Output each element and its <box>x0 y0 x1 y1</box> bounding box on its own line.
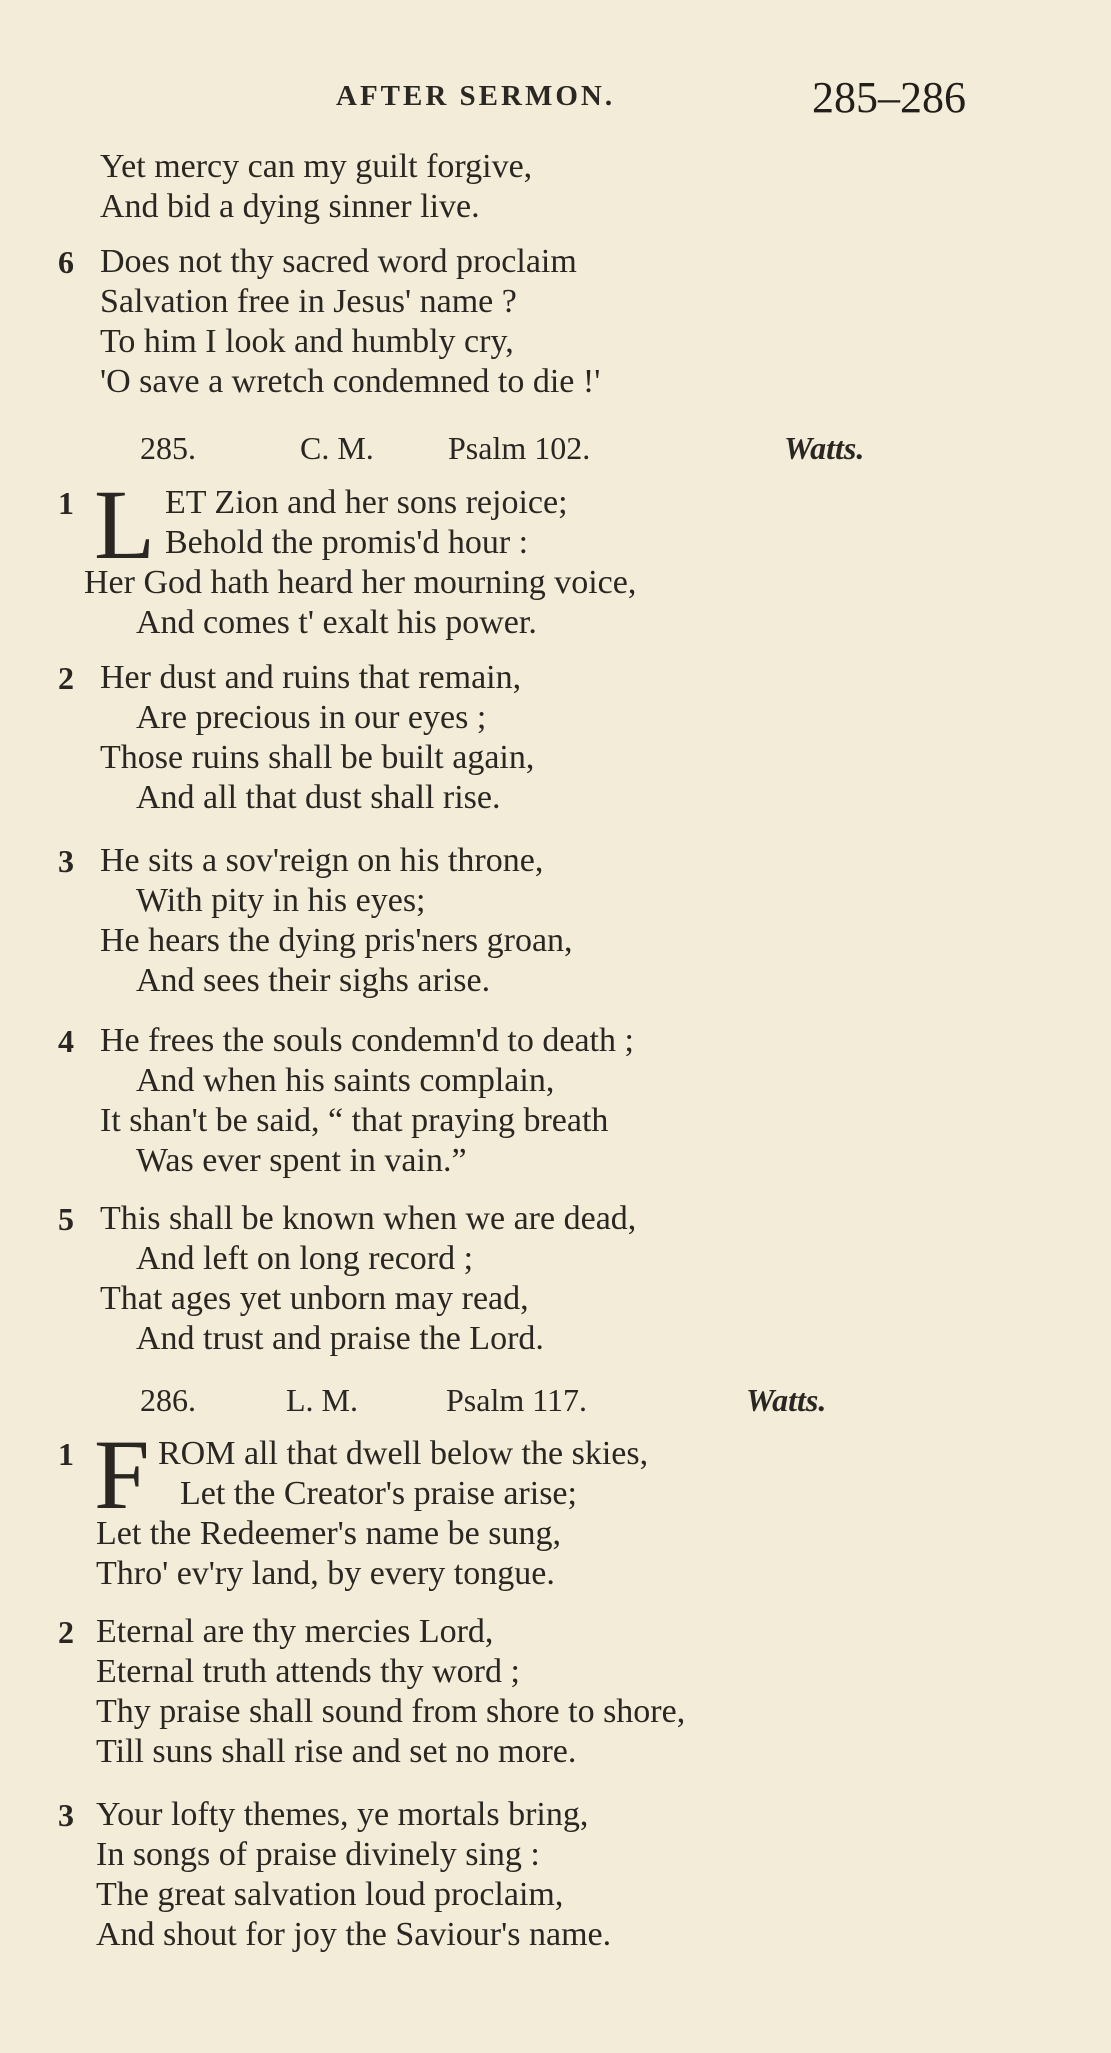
verse-line: Thy praise shall sound from shore to shore, <box>96 1693 686 1730</box>
verse-line: He sits a sov'reign on his throne, <box>100 842 544 879</box>
verse-line: Her dust and ruins that remain, <box>100 659 522 696</box>
verse-line: Salvation free in Jesus' name ? <box>100 283 517 320</box>
verse-line: He frees the souls condemn'd to death ; <box>100 1022 634 1059</box>
verse-line: The great salvation loud proclaim, <box>96 1876 564 1913</box>
stanza-number: 6 <box>58 244 74 280</box>
verse-line: Till suns shall rise and set no more. <box>96 1733 577 1770</box>
stanza-number: 2 <box>58 1614 74 1650</box>
stanza-number: 5 <box>58 1201 74 1237</box>
hymn-source: Psalm 102. <box>448 430 591 466</box>
verse-line: 'O save a wretch condemned to die !' <box>100 363 601 400</box>
page-range: 285–286 <box>812 73 966 122</box>
verse-line: And bid a dying sinner live. <box>100 188 480 225</box>
hymn-number: 285. <box>140 430 196 466</box>
verse-line: Let the Creator's praise arise; <box>180 1475 577 1512</box>
verse-line: To him I look and humbly cry, <box>100 323 514 360</box>
verse-line: Does not thy sacred word proclaim <box>100 243 577 280</box>
hymn-source: Psalm 117. <box>446 1382 588 1418</box>
hymn-meter: L. M. <box>286 1382 358 1418</box>
verse-line: Behold the promis'd hour : <box>165 524 529 561</box>
verse-line: In songs of praise divinely sing : <box>96 1836 540 1873</box>
verse-line: And all that dust shall rise. <box>136 779 501 816</box>
verse-line: Was ever spent in vain.” <box>136 1142 467 1179</box>
stanza-number: 4 <box>58 1023 74 1059</box>
hymn-author: Watts. <box>746 1382 827 1418</box>
drop-cap: L <box>94 469 156 580</box>
verse-line: And trust and praise the Lord. <box>136 1320 544 1357</box>
verse-line: Let the Redeemer's name be sung, <box>96 1515 561 1552</box>
verse-line: Thro' ev'ry land, by every tongue. <box>96 1555 555 1592</box>
verse-line: ROM all that dwell below the skies, <box>158 1435 649 1472</box>
stanza-number: 3 <box>58 843 74 879</box>
stanza-number: 2 <box>58 660 74 696</box>
stanza-number: 3 <box>58 1797 74 1833</box>
stanza-number: 1 <box>58 485 74 521</box>
verse-line: It shan't be said, “ that praying breath <box>100 1102 609 1139</box>
verse-line: Are precious in our eyes ; <box>136 699 487 736</box>
page-header <box>0 72 1111 122</box>
verse-line: And comes t' exalt his power. <box>136 604 537 641</box>
drop-cap: F <box>94 1419 150 1530</box>
verse-line: Those ruins shall be built again, <box>100 739 535 776</box>
verse-line: With pity in his eyes; <box>136 882 426 919</box>
verse-line: Eternal are thy mercies Lord, <box>96 1613 494 1650</box>
verse-line: And left on long record ; <box>136 1240 474 1277</box>
verse-line: Her God hath heard her mourning voice, <box>84 564 637 601</box>
hymn-author: Watts. <box>784 430 865 466</box>
verse-line: Yet mercy can my guilt forgive, <box>100 148 533 185</box>
verse-line: And sees their sighs arise. <box>136 962 491 999</box>
verse-line: And shout for joy the Saviour's name. <box>96 1916 612 1953</box>
running-head: AFTER SERMON. <box>336 80 616 112</box>
verse-line: That ages yet unborn may read, <box>100 1280 529 1317</box>
stanza-number: 1 <box>58 1436 74 1472</box>
hymn-number: 286. <box>140 1382 196 1418</box>
verse-line: He hears the dying pris'ners groan, <box>100 922 573 959</box>
verse-line: Eternal truth attends thy word ; <box>96 1653 520 1690</box>
hymn-meter: C. M. <box>300 430 374 466</box>
verse-line: ET Zion and her sons rejoice; <box>165 484 568 521</box>
verse-line: And when his saints complain, <box>136 1062 555 1099</box>
verse-line: This shall be known when we are dead, <box>100 1200 637 1237</box>
verse-line: Your lofty themes, ye mortals bring, <box>96 1796 589 1833</box>
